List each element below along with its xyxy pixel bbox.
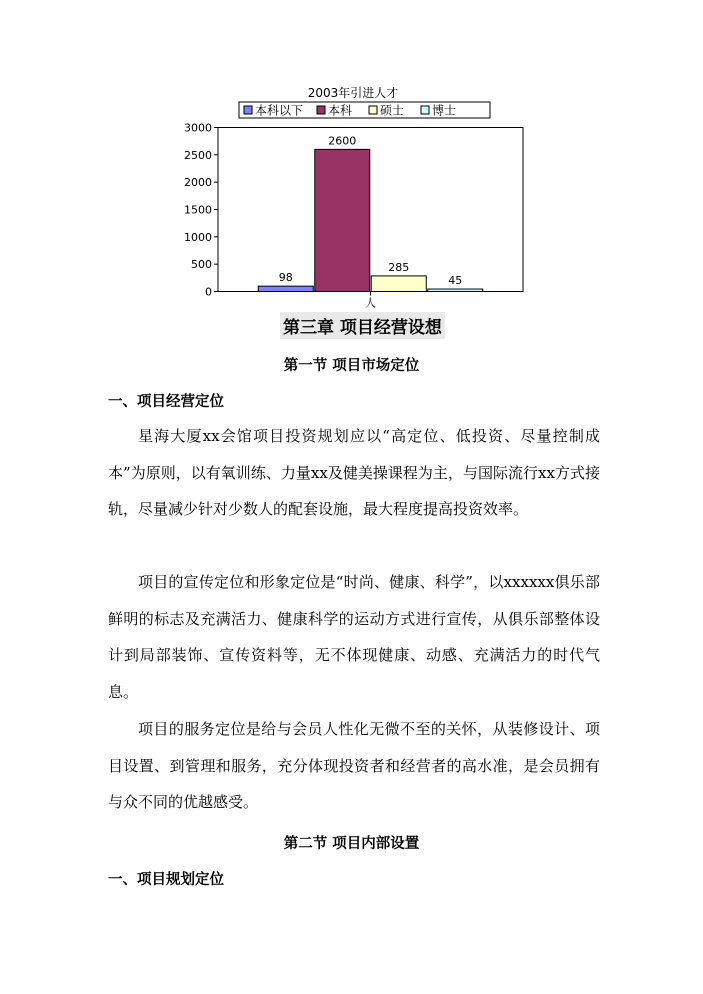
bar-value-label: 98 (278, 271, 293, 285)
bar-value-label: 45 (448, 274, 463, 288)
y-tick-label: 500 (191, 258, 212, 272)
chapter-title: 第三章 项目经营设想 (280, 312, 445, 339)
plot-area (218, 128, 523, 292)
subsection-title-1: 一、项目经营定位 (108, 393, 224, 410)
legend-swatch (244, 106, 252, 114)
y-tick-label: 1000 (184, 230, 212, 244)
subsection-title-2: 一、项目规划定位 (108, 871, 224, 888)
bar-value-label: 2600 (328, 134, 357, 148)
paragraph-positioning: 星海大厦xx会馆项目投资规划应以“高定位、低投资、尽量控制成本”为原则，以有氧训练、力量xx及健美操课程为主，与国际流行xx方式接轨，尽量减少针对少数人的配套设施，最大程度提高投资效率。 (108, 427, 600, 518)
y-tick-label: 3000 (184, 121, 212, 135)
bar-本科 (315, 149, 370, 291)
paragraph-service: 项目的服务定位是给与会员人性化无微不至的关怀，从装修设计、项目设置、到管理和服务，充分体现投资者和经营者的高水准，是会员拥有与众不同的优越感受。 (108, 720, 600, 811)
legend-label: 博士 (432, 103, 457, 118)
talent-chart (168, 86, 538, 308)
legend-swatch (317, 106, 325, 114)
legend-label: 本科 (328, 103, 353, 118)
section-title-1: 第一节 项目市场定位 (283, 357, 420, 374)
bar-value-label: 285 (388, 260, 410, 274)
bar-本科以下 (258, 286, 313, 291)
y-tick-label: 2000 (184, 176, 212, 190)
chart-title: 2003年引进人才 (307, 86, 399, 100)
bar-博士 (428, 289, 483, 291)
legend-label: 硕士 (380, 103, 405, 118)
legend-swatch (421, 106, 429, 114)
y-tick-label: 1500 (184, 203, 212, 217)
x-tick-label: 人 (365, 296, 376, 308)
paragraph-promotion: 项目的宣传定位和形象定位是“时尚、健康、科学”，以xxxxxx俱乐部鲜明的标志及充满活力、健康科学的运动方式进行宣传，从俱乐部整体设计到局部装饰、宣传资料等，无不体现健康、动感、充满活力的时代气息。 (108, 573, 600, 701)
y-tick-label: 0 (205, 285, 212, 299)
legend-swatch (369, 106, 377, 114)
section-title-2: 第二节 项目内部设置 (283, 835, 420, 852)
legend-label: 本科以下 (255, 103, 304, 118)
bar-硕士 (371, 276, 426, 292)
y-tick-label: 2500 (184, 148, 212, 162)
chart-svg (168, 86, 538, 308)
